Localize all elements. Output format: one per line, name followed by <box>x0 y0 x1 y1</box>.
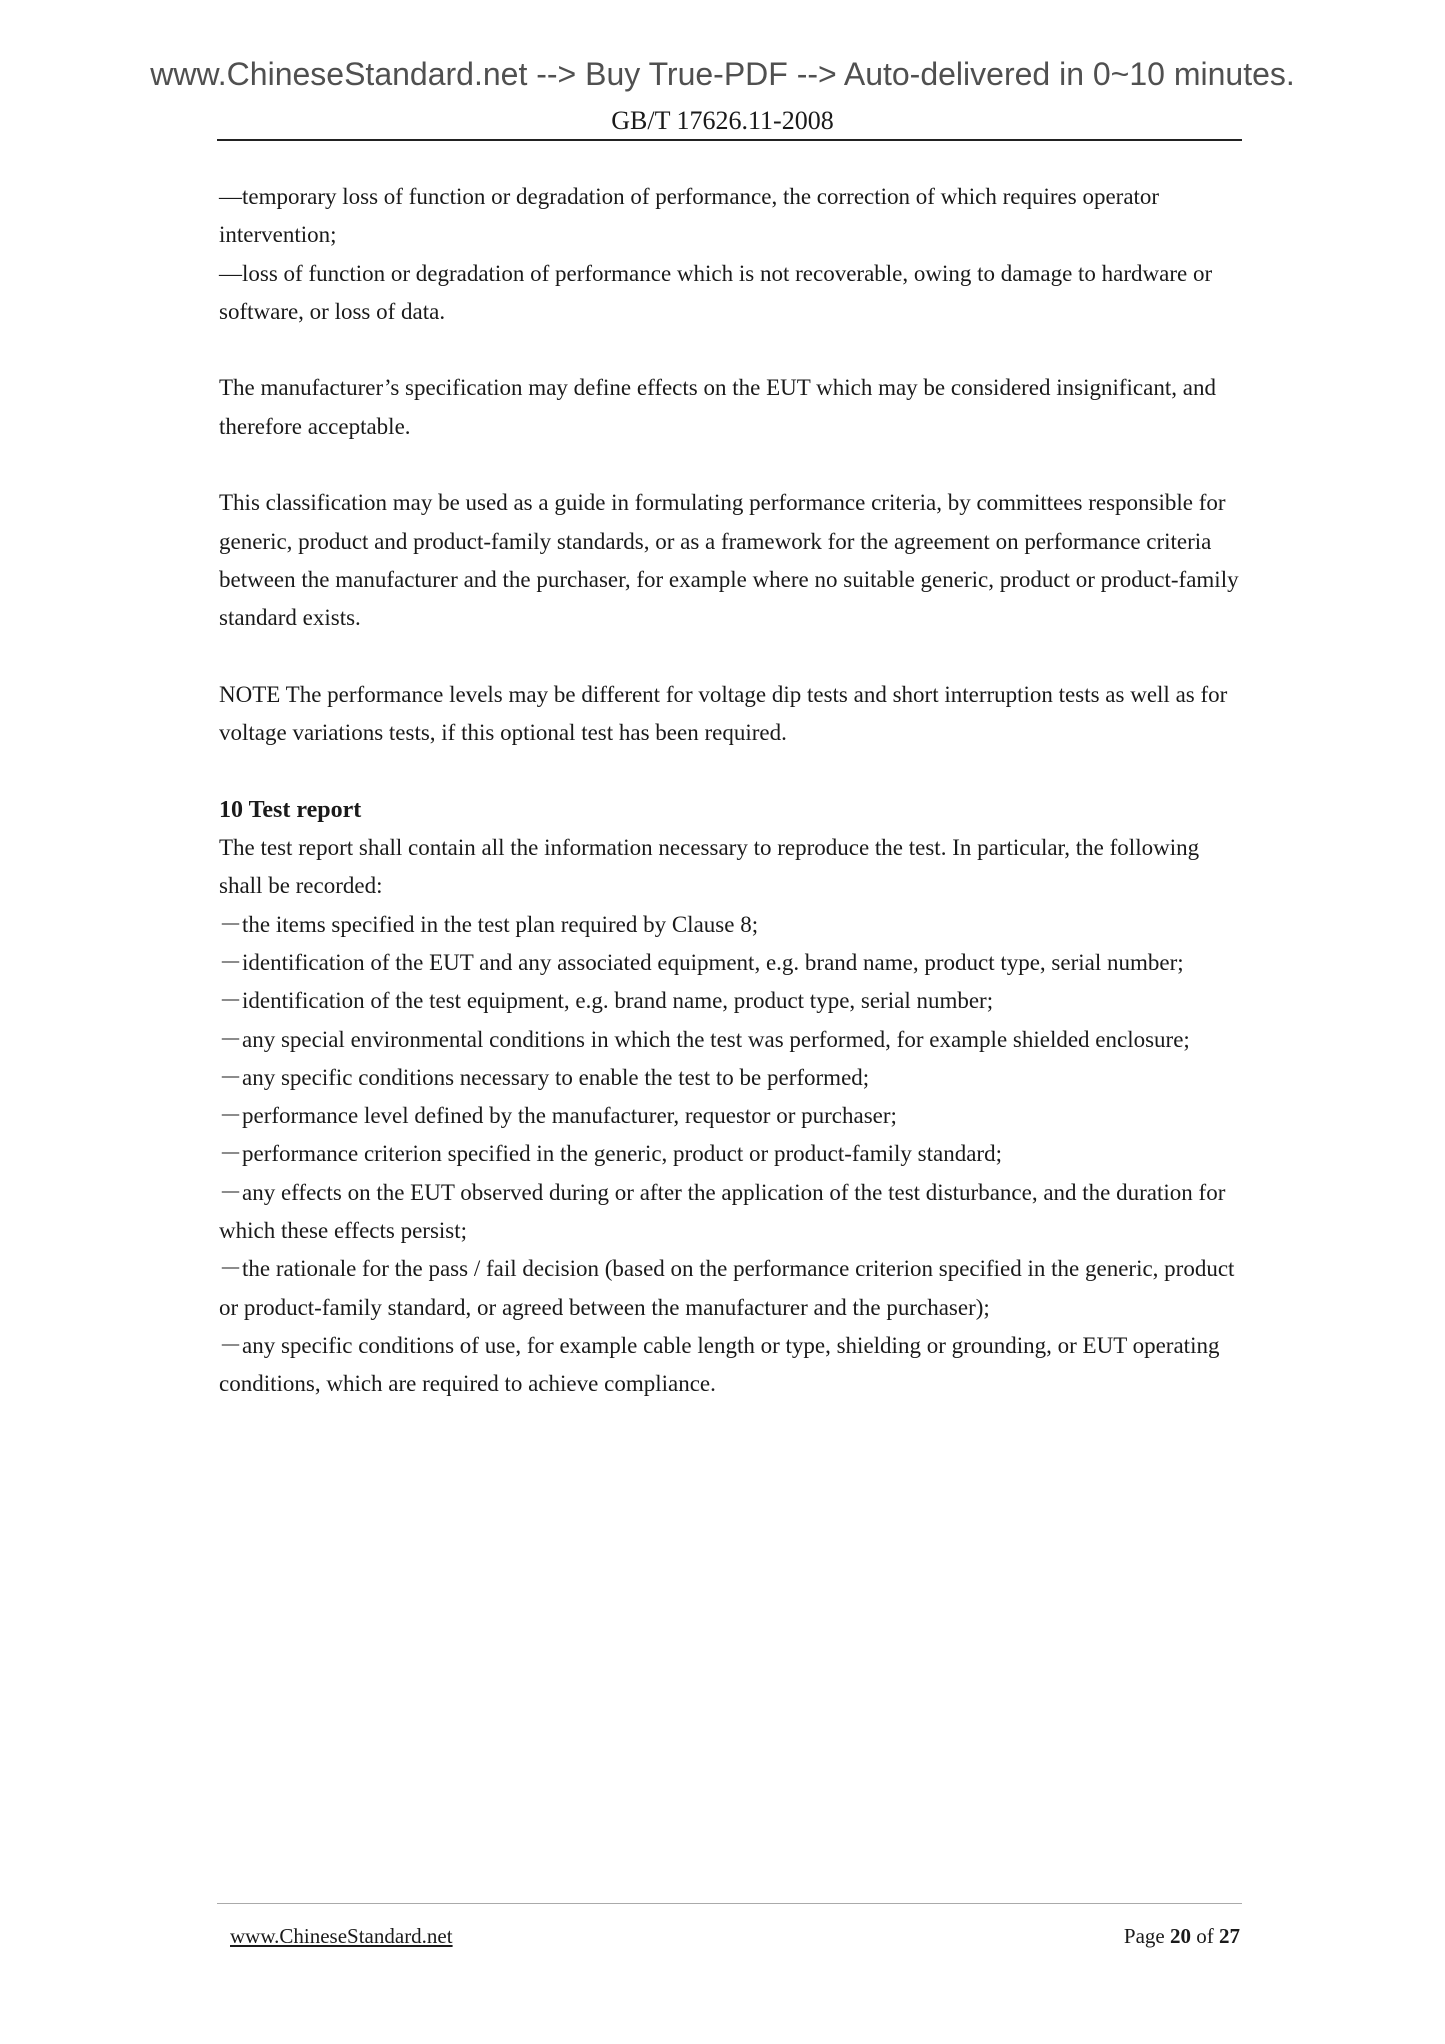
footer-divider <box>217 1903 1242 1904</box>
page-label: Page <box>1123 1924 1165 1948</box>
list-item: －identification of the EUT and any associated equipment, e.g. brand name, product type, serial number; <box>219 949 1184 975</box>
intro-item: —temporary loss of function or degradation of performance, the correction of which requires operator intervention; <box>219 184 1160 248</box>
list-item: －any effects on the EUT observed during or after the application of the test disturbance, and the duration for which these effects persist; <box>219 1179 1226 1244</box>
footer-site-link[interactable]: www.ChineseStandard.net <box>230 1924 453 1948</box>
page-number <box>1124 1924 1240 1949</box>
note-paragraph: NOTE The performance levels may be different for voltage dip tests and short interruption tests as well as for voltage variations tests, if this optional test has been required. <box>219 681 1228 746</box>
intro-item: —loss of function or degradation of performance which is not recoverable, owing to damage to hardware or software, or loss of data. <box>219 260 1213 324</box>
section-heading: 10 Test report <box>219 796 362 823</box>
list-item: －the items specified in the test plan required by Clause 8; <box>219 911 759 937</box>
standard-code: GB/T 17626.11-2008 <box>611 106 834 135</box>
list-item: －any specific conditions of use, for example cable length or type, shielding or grounding, or EUT operating conditions, which are required to achieve compliance. <box>219 1332 1220 1397</box>
list-item: －the rationale for the pass / fail decision (based on the performance criterion specified in the generic, product or product-family standard, or agreed between the manufacturer and the purchaser); <box>219 1256 1235 1320</box>
list-item: －any specific conditions necessary to enable the test to be performed; <box>219 1064 870 1090</box>
header-divider <box>217 139 1242 141</box>
site-banner: www.ChineseStandard.net --> Buy True-PDF --> Auto-delivered in 0~10 minutes. <box>150 56 1295 92</box>
list-item: －performance criterion specified in the generic, product or product-family standard; <box>219 1141 1002 1167</box>
document-body <box>219 178 1245 1404</box>
paragraph-classification: This classification may be used as a guide in formulating performance criteria, by committees responsible for generic, product and product-family standards, or as a framework for the agreement on performance criteria between the manufacturer and the purchaser, for example where no suitable generic, product or product-family standard exists. <box>219 490 1239 631</box>
section-intro: The test report shall contain all the information necessary to reproduce the test. In particular, the following shall be recorded: <box>219 835 1200 899</box>
page-of: of <box>1196 1924 1214 1948</box>
page-total: 27 <box>1219 1924 1240 1948</box>
list-item: －performance level defined by the manufacturer, requestor or purchaser; <box>219 1103 897 1129</box>
list-item: －identification of the test equipment, e.g. brand name, product type, serial number; <box>219 988 994 1014</box>
page-current: 20 <box>1170 1924 1191 1948</box>
paragraph-manufacturer-spec: The manufacturer’s specification may define effects on the EUT which may be considered insignificant, and therefore acceptable. <box>219 375 1216 439</box>
list-item: －any special environmental conditions in which the test was performed, for example shielded enclosure; <box>219 1026 1190 1052</box>
